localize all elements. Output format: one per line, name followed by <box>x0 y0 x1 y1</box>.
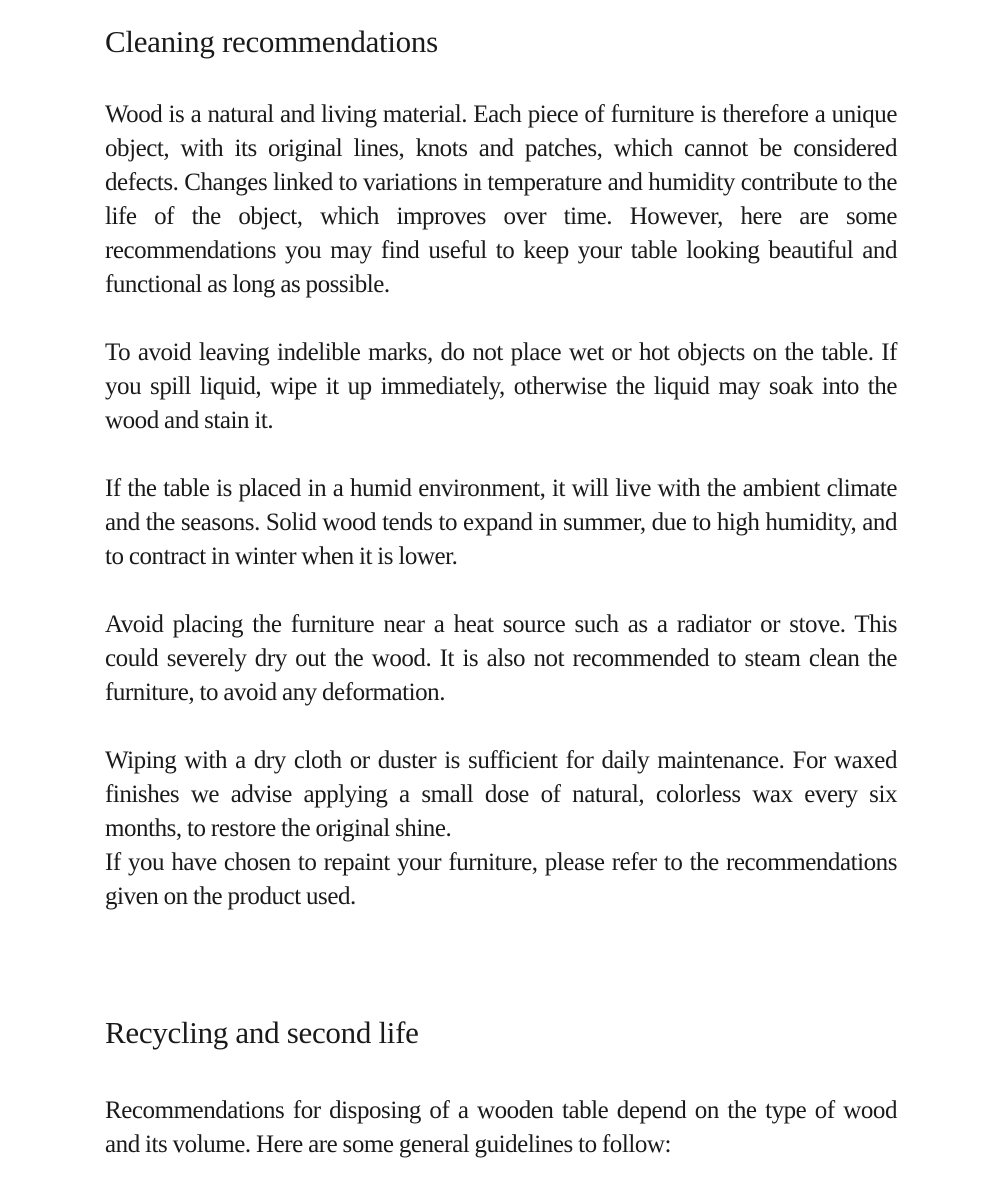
paragraph-disposal-guidelines: Recommendations for disposing of a wooden table depend on the type of wood and its volume. Here are some general guidelines to follow: <box>105 1097 897 1158</box>
paragraph-wood-natural-material: Wood is a natural and living material. Each piece of furniture is therefore a unique object, with its original lines, knots and patches, which cannot be considered defects. Changes linked to variations in temperature and humidity contribute to the life of the object, which improves over time. However, here are some recommendations you may find useful to keep your table looking beautiful and functional as long as possible. <box>105 101 897 298</box>
paragraph-indelible-marks: To avoid leaving indelible marks, do not place wet or hot objects on the table. If you spill liquid, wipe it up immediately, otherwise the liquid may soak into the wood and stain it. <box>105 339 897 434</box>
paragraph-humid-environment: If the table is placed in a humid environment, it will live with the ambient climate and the seasons. Solid wood tends to expand in summer, due to high humidity, and to contract in winter when it is lower. <box>105 475 897 570</box>
section-heading-recycling: Recycling and second life <box>105 1015 419 1050</box>
paragraph-daily-maintenance: Wiping with a dry cloth or duster is sufficient for daily maintenance. For waxed finishes we advise applying a small dose of natural, colorless wax every six months, to restore the original shine. <box>105 747 897 842</box>
section-heading-cleaning: Cleaning recommendations <box>105 24 438 59</box>
paragraph-repaint: If you have chosen to repaint your furniture, please refer to the recommendations given on the product used. <box>105 849 897 910</box>
paragraph-heat-source: Avoid placing the furniture near a heat source such as a radiator or stove. This could severely dry out the wood. It is also not recommended to steam clean the furniture, to avoid any deformation. <box>105 611 897 706</box>
